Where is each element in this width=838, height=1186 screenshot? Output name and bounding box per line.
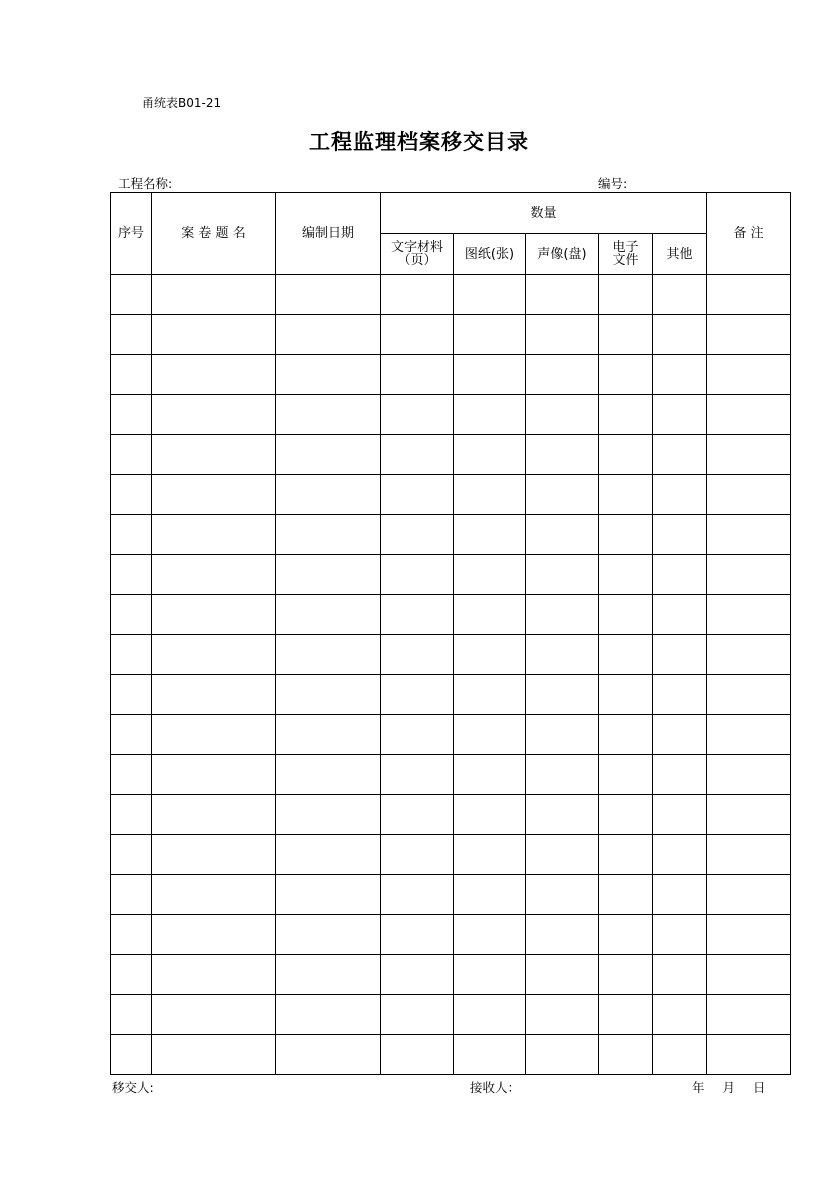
subheader-other: 其他 <box>653 234 707 275</box>
table-cell <box>526 675 599 715</box>
table-cell <box>653 675 707 715</box>
table-cell <box>276 515 381 555</box>
table-cell <box>111 755 152 795</box>
table-row <box>111 475 791 515</box>
table-cell <box>653 835 707 875</box>
date-fields <box>692 1078 766 1096</box>
table-cell <box>276 915 381 955</box>
table-cell <box>381 755 454 795</box>
table-cell <box>381 435 454 475</box>
table-cell <box>653 995 707 1035</box>
table-cell <box>152 875 276 915</box>
table-cell <box>526 995 599 1035</box>
table-cell <box>454 395 526 435</box>
table-cell <box>599 795 653 835</box>
table-cell <box>454 595 526 635</box>
subheader-text-material: 文字材料（页） <box>381 234 454 275</box>
table-row <box>111 1035 791 1075</box>
table-cell <box>599 555 653 595</box>
table-cell <box>381 675 454 715</box>
table-cell <box>381 875 454 915</box>
table-row <box>111 835 791 875</box>
table-row <box>111 315 791 355</box>
table-cell <box>276 475 381 515</box>
table-cell <box>653 595 707 635</box>
table-cell <box>599 635 653 675</box>
table-cell <box>653 315 707 355</box>
table-cell <box>599 875 653 915</box>
table-cell <box>381 315 454 355</box>
table-cell <box>454 355 526 395</box>
table-cell <box>454 275 526 315</box>
table-cell <box>653 395 707 435</box>
table-cell <box>599 395 653 435</box>
table-cell <box>276 795 381 835</box>
table-row <box>111 555 791 595</box>
table-cell <box>381 275 454 315</box>
table-cell <box>381 475 454 515</box>
table-cell <box>526 595 599 635</box>
table-cell <box>599 675 653 715</box>
table-cell <box>707 355 791 395</box>
table-cell <box>454 795 526 835</box>
table-cell <box>526 555 599 595</box>
table-cell <box>454 875 526 915</box>
table-cell <box>707 675 791 715</box>
table-cell <box>276 675 381 715</box>
table-cell <box>454 675 526 715</box>
table-cell <box>707 435 791 475</box>
number-label: 编号: <box>598 176 628 191</box>
table-row <box>111 955 791 995</box>
table-cell <box>152 835 276 875</box>
table-cell <box>111 795 152 835</box>
table-cell <box>454 435 526 475</box>
table-cell <box>707 955 791 995</box>
table-cell <box>599 995 653 1035</box>
table-cell <box>111 515 152 555</box>
table-cell <box>381 995 454 1035</box>
table-row <box>111 795 791 835</box>
table-cell <box>152 595 276 635</box>
subheader-audio: 声像(盘) <box>526 234 599 275</box>
table-cell <box>111 875 152 915</box>
table-cell <box>707 635 791 675</box>
table-row <box>111 755 791 795</box>
table-cell <box>111 435 152 475</box>
table-cell <box>653 275 707 315</box>
table-cell <box>707 875 791 915</box>
table-cell <box>276 835 381 875</box>
table-cell <box>152 675 276 715</box>
table-cell <box>276 595 381 635</box>
table-cell <box>653 355 707 395</box>
table-cell <box>707 515 791 555</box>
table-cell <box>152 715 276 755</box>
table-cell <box>152 955 276 995</box>
table-cell <box>454 755 526 795</box>
table-cell <box>526 795 599 835</box>
table-cell <box>526 635 599 675</box>
table-cell <box>653 635 707 675</box>
table-cell <box>707 835 791 875</box>
project-name-label: 工程名称: <box>118 176 173 191</box>
table-cell <box>653 915 707 955</box>
month-label: 月 <box>722 1080 736 1095</box>
table-cell <box>599 515 653 555</box>
table-cell <box>599 755 653 795</box>
table-cell <box>111 475 152 515</box>
table-cell <box>381 1035 454 1075</box>
table-cell <box>111 355 152 395</box>
table-row <box>111 915 791 955</box>
table-cell <box>599 435 653 475</box>
table-cell <box>454 635 526 675</box>
table-cell <box>152 915 276 955</box>
table-cell <box>381 715 454 755</box>
table-cell <box>599 1035 653 1075</box>
table-cell <box>526 715 599 755</box>
table-cell <box>454 515 526 555</box>
header-quantity: 数量 <box>381 193 707 234</box>
table-cell <box>707 915 791 955</box>
table-cell <box>707 395 791 435</box>
table-cell <box>454 915 526 955</box>
table-cell <box>599 835 653 875</box>
table-row <box>111 355 791 395</box>
table-cell <box>526 355 599 395</box>
table-cell <box>599 475 653 515</box>
table-cell <box>276 395 381 435</box>
table-cell <box>152 315 276 355</box>
table-cell <box>599 595 653 635</box>
table-body <box>111 275 791 1075</box>
table-cell <box>111 1035 152 1075</box>
table-cell <box>152 995 276 1035</box>
table-cell <box>599 915 653 955</box>
table-cell <box>526 1035 599 1075</box>
table-cell <box>381 955 454 995</box>
header-row <box>111 193 791 234</box>
table-cell <box>381 795 454 835</box>
receiver-label: 接收人： <box>470 1080 521 1095</box>
table-cell <box>152 635 276 675</box>
table-cell <box>526 875 599 915</box>
table-cell <box>381 515 454 555</box>
table-cell <box>152 555 276 595</box>
table-cell <box>707 755 791 795</box>
table-cell <box>152 275 276 315</box>
table-cell <box>111 955 152 995</box>
table-cell <box>276 995 381 1035</box>
table-cell <box>152 1035 276 1075</box>
table-cell <box>152 475 276 515</box>
table-cell <box>111 675 152 715</box>
table-cell <box>526 755 599 795</box>
year-label: 年 <box>692 1080 705 1095</box>
table-cell <box>599 315 653 355</box>
table-cell <box>276 955 381 995</box>
table-cell <box>653 435 707 475</box>
table-cell <box>526 395 599 435</box>
form-code: 甬统表B01-21 <box>142 96 222 110</box>
table-cell <box>707 995 791 1035</box>
table-cell <box>276 635 381 675</box>
table-cell <box>454 1035 526 1075</box>
table-row <box>111 995 791 1035</box>
table-cell <box>111 635 152 675</box>
table-cell <box>152 515 276 555</box>
page-title: 工程监理档案移交目录 <box>309 130 529 154</box>
table-cell <box>526 915 599 955</box>
table-cell <box>381 835 454 875</box>
table-row <box>111 875 791 915</box>
table-cell <box>454 995 526 1035</box>
table-cell <box>276 275 381 315</box>
header-remarks: 备 注 <box>707 193 791 275</box>
table-cell <box>526 475 599 515</box>
table-cell <box>707 1035 791 1075</box>
table-cell <box>111 995 152 1035</box>
table-cell <box>707 555 791 595</box>
table-cell <box>454 475 526 515</box>
table-cell <box>111 275 152 315</box>
subheader-electronic: 电子文件 <box>599 234 653 275</box>
table-cell <box>381 555 454 595</box>
table-cell <box>111 315 152 355</box>
table-row <box>111 595 791 635</box>
table-cell <box>111 835 152 875</box>
table-row <box>111 675 791 715</box>
archive-catalog-table <box>110 192 791 1075</box>
table-row <box>111 635 791 675</box>
table-cell <box>707 715 791 755</box>
table-cell <box>653 755 707 795</box>
table-cell <box>653 515 707 555</box>
table-cell <box>276 715 381 755</box>
table-cell <box>276 875 381 915</box>
table-cell <box>653 555 707 595</box>
table-cell <box>707 595 791 635</box>
table-cell <box>526 435 599 475</box>
subheader-drawings: 图纸(张) <box>454 234 526 275</box>
table-cell <box>526 515 599 555</box>
table-row <box>111 715 791 755</box>
table-cell <box>454 835 526 875</box>
table-cell <box>599 275 653 315</box>
table-cell <box>381 635 454 675</box>
header-compile-date: 编制日期 <box>276 193 381 275</box>
table-cell <box>111 715 152 755</box>
table-row <box>111 435 791 475</box>
table-cell <box>381 355 454 395</box>
table-cell <box>152 795 276 835</box>
table-cell <box>454 715 526 755</box>
table-cell <box>276 355 381 395</box>
table-cell <box>707 475 791 515</box>
table-cell <box>111 595 152 635</box>
table-cell <box>653 795 707 835</box>
table-cell <box>152 755 276 795</box>
table-cell <box>381 395 454 435</box>
transferor-label: 移交人: <box>112 1080 154 1095</box>
table-cell <box>111 915 152 955</box>
table-cell <box>653 475 707 515</box>
table-cell <box>707 275 791 315</box>
table-cell <box>152 435 276 475</box>
table-cell <box>707 315 791 355</box>
table-row <box>111 515 791 555</box>
table-cell <box>454 955 526 995</box>
table-cell <box>599 955 653 995</box>
table-cell <box>454 315 526 355</box>
table-row <box>111 275 791 315</box>
table-cell <box>276 555 381 595</box>
table-cell <box>526 955 599 995</box>
table-cell <box>653 715 707 755</box>
table-cell <box>653 875 707 915</box>
table-cell <box>526 275 599 315</box>
table-cell <box>152 395 276 435</box>
table-cell <box>526 835 599 875</box>
table-cell <box>707 795 791 835</box>
table-cell <box>526 315 599 355</box>
table-cell <box>653 955 707 995</box>
table-cell <box>599 355 653 395</box>
table-cell <box>276 1035 381 1075</box>
table-cell <box>111 555 152 595</box>
day-label: 日 <box>753 1080 766 1095</box>
table-cell <box>381 595 454 635</box>
table-cell <box>276 315 381 355</box>
table-cell <box>276 435 381 475</box>
header-volume-title: 案 卷 题 名 <box>152 193 276 275</box>
table-cell <box>454 555 526 595</box>
table-cell <box>152 355 276 395</box>
table-row <box>111 395 791 435</box>
table-cell <box>381 915 454 955</box>
table-cell <box>653 1035 707 1075</box>
header-seq: 序号 <box>111 193 152 275</box>
table-cell <box>276 755 381 795</box>
table-cell <box>111 395 152 435</box>
table-cell <box>599 715 653 755</box>
